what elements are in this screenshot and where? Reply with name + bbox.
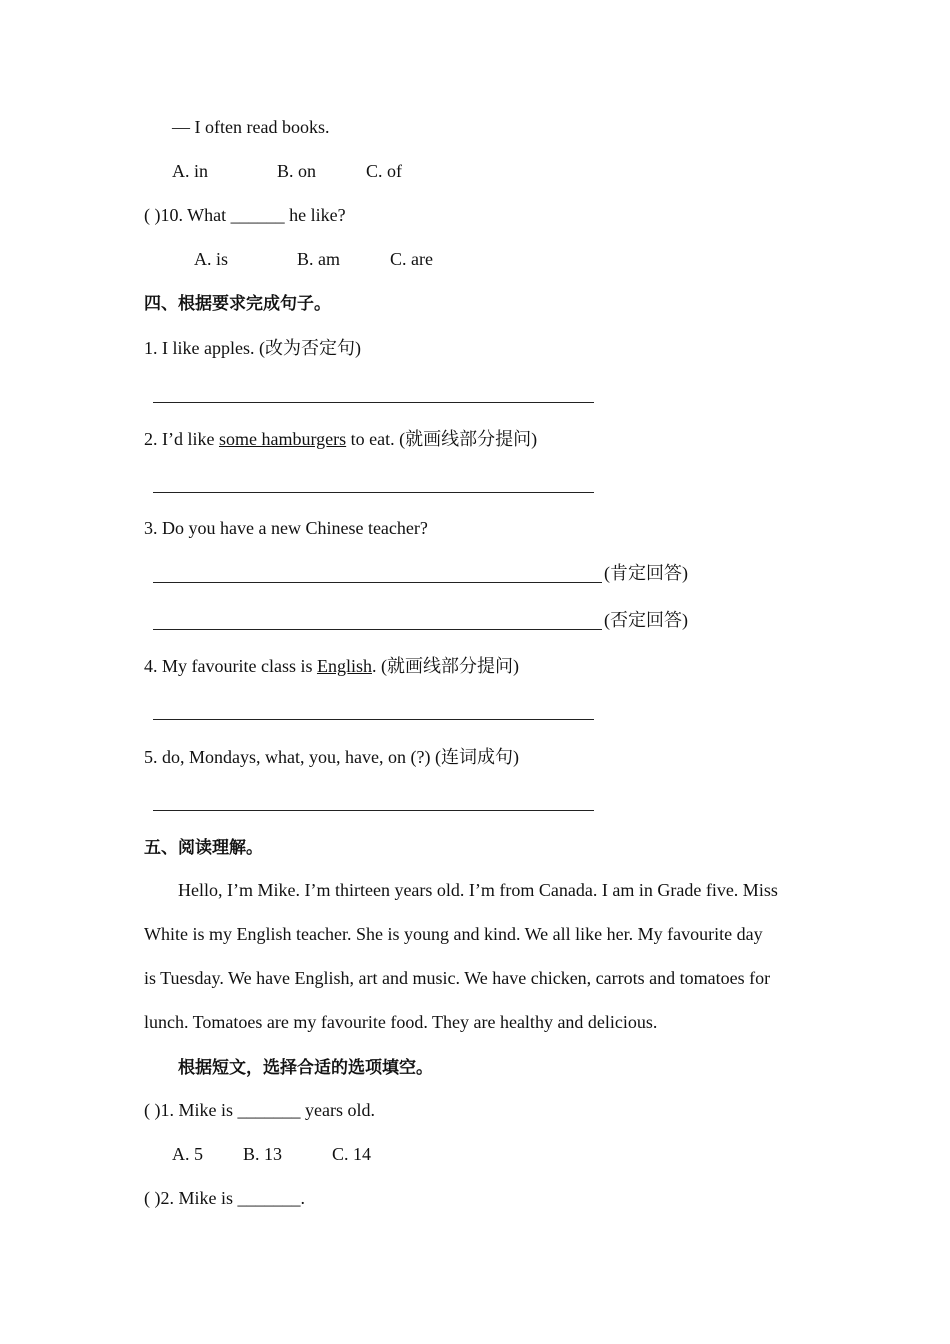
q10-option-c[interactable]: C. are [390,249,433,269]
q9-option-c[interactable]: C. of [366,161,402,181]
s5-q1-stem: ( )1. Mike is _______ years old. [144,1100,375,1120]
s4-item4 [144,655,519,677]
s4-item5: 5. do, Mondays, what, you, have, on (?) (连词成句) [144,747,519,767]
q9-option-a[interactable]: A. in [172,161,208,181]
q10-option-b[interactable]: B. am [297,249,340,269]
s4-item3-yes-line[interactable] [153,582,602,583]
s4-item4-answer-line[interactable] [153,719,594,720]
passage-line: is Tuesday. We have English, art and music. We have chicken, carrots and tomatoes for [144,968,771,988]
passage-line: White is my English teacher. She is young and kind. We all like her. My favourite day [144,924,763,944]
s4-item4-pre: 4. My favourite class is [144,656,317,676]
s4-item5-answer-line[interactable] [153,810,594,811]
section4-heading: 四、根据要求完成句子。 [144,294,331,314]
s4-item2-answer-line[interactable] [153,492,594,493]
q9-answer-line: — I often read books. [172,117,330,137]
section5-heading: 五、阅读理解。 [144,838,263,858]
q9-option-b[interactable]: B. on [277,161,317,181]
s4-item1: 1. I like apples. (改为否定句) [144,338,361,358]
s5-q1-option-a[interactable]: A. 5 [172,1144,203,1164]
s4-item3: 3. Do you have a new Chinese teacher? [144,518,428,538]
s4-item2-underlined: some hamburgers [218,429,347,449]
s4-item2 [144,428,537,450]
s4-item1-answer-line[interactable] [153,402,594,403]
s4-item4-post: . (就画线部分提问) [371,656,519,676]
q10-stem: ( )10. What ______ he like? [144,205,346,225]
section5-instruction: 根据短文，选择合适的选项填空。 [178,1058,433,1078]
q10-option-a[interactable]: A. is [194,249,229,269]
passage-line: Hello, I’m Mike. I’m thirteen years old. I’m from Canada. I am in Grade five. Miss [178,880,778,900]
s5-q2-stem: ( )2. Mike is _______. [144,1188,305,1208]
s4-item2-pre: 2. I’d like [144,429,219,449]
s4-item3-yes-label: (肯定回答) [604,563,688,583]
s4-item3-no-label: (否定回答) [604,610,688,630]
s4-item3-no-line[interactable] [153,629,602,630]
s5-q1-option-b[interactable]: B. 13 [243,1144,283,1164]
s5-q1-option-c[interactable]: C. 14 [332,1144,372,1164]
passage-line: lunch. Tomatoes are my favourite food. They are healthy and delicious. [144,1012,658,1032]
s4-item2-post: to eat. (就画线部分提问) [346,429,538,449]
s4-item4-underlined: English [316,656,372,676]
